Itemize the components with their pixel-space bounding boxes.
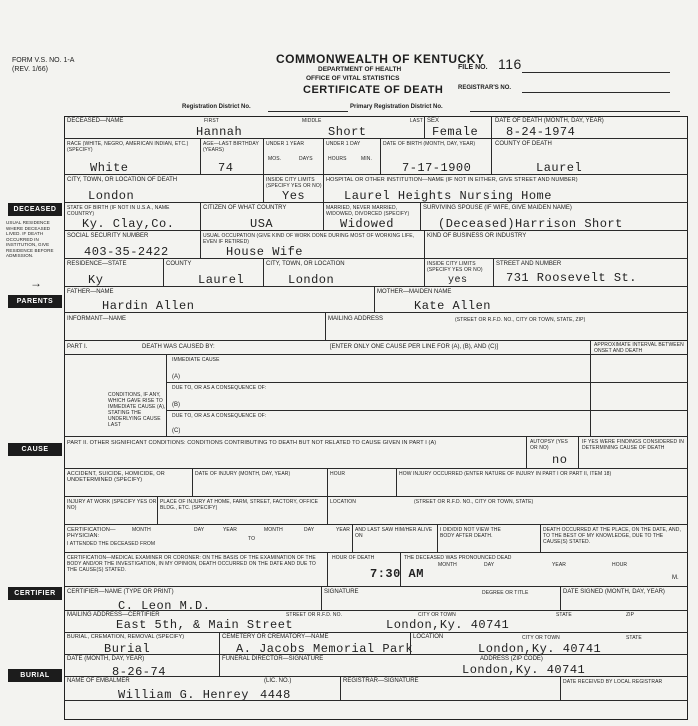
injury-at-work-label: INJURY AT WORK (SPECIFY YES OR NO) <box>67 499 157 511</box>
residence-city: London <box>288 273 335 287</box>
tab-certifier: CERTIFIER <box>8 587 62 600</box>
certifier-city-label: CITY OR TOWN <box>418 612 456 618</box>
street-label: STREET AND NUMBER <box>496 261 562 267</box>
one-cause-label: [ENTER ONLY ONE CAUSE PER LINE FOR (A), (B), AND (C)] <box>330 344 499 350</box>
department-title: DEPARTMENT OF HEALTH <box>318 66 402 73</box>
col-line <box>323 174 324 202</box>
occurred-label: DEATH OCCURRED AT THE PLACE, ON THE DATE, AND, TO THE BEST OF MY KNOWLEDGE, DUE TO THE CAUSE(S) STATED. <box>543 527 681 545</box>
burial-method-label: BURIAL, CREMATION, REMOVAL (SPECIFY) <box>67 634 185 640</box>
part1-label: PART I. <box>67 344 88 350</box>
col-line <box>192 468 193 496</box>
father-label: FATHER—NAME <box>67 289 114 295</box>
certifier-mailing-label: MAILING ADDRESS—CERTIFIER <box>67 612 160 618</box>
row-line <box>64 436 688 437</box>
col-line <box>157 496 158 524</box>
pronounced-label: THE DECEASED WAS PRONOUNCED DEAD <box>404 555 512 561</box>
col-line <box>327 468 328 496</box>
registrar-no-line <box>522 92 670 93</box>
row-line <box>64 138 688 139</box>
immediate-cause-label: IMMEDIATE CAUSE <box>172 357 220 363</box>
first-label: FIRST <box>204 118 219 124</box>
col-line <box>560 676 561 700</box>
col-line <box>200 138 201 174</box>
cemetery-name: A. Jacobs Memorial Park <box>236 642 414 656</box>
autopsy-value: no <box>552 453 568 467</box>
signature-label: SIGNATURE <box>324 589 359 595</box>
primary-district-label: Primary Registration District No. <box>350 104 443 110</box>
ssn-label: SOCIAL SECURITY NUMBER <box>67 233 149 239</box>
citizen-label: CITIZEN OF WHAT COUNTRY <box>203 205 287 211</box>
tab-deceased: DECEASED <box>8 203 62 216</box>
arrow-icon: → <box>30 276 42 290</box>
cemetery-label: CEMETERY OR CREMATORY—NAME <box>222 634 329 640</box>
county-of-death: Laurel <box>536 161 583 175</box>
year-label-3: YEAR <box>552 562 567 568</box>
hospital-label: HOSPITAL OR OTHER INSTITUTION—NAME (IF NOT IN EITHER, GIVE STREET AND NUMBER) <box>326 177 578 183</box>
col-line <box>493 258 494 286</box>
col-line <box>526 436 527 468</box>
col-line <box>263 138 264 174</box>
tab-cause: CAUSE <box>8 443 62 456</box>
due-to-label-1: DUE TO, OR AS A CONSEQUENCE OF: <box>172 385 267 391</box>
row-line <box>64 524 688 525</box>
deceased-first-name: Hannah <box>196 125 243 139</box>
row-line <box>64 552 688 553</box>
sex-label: SEX <box>427 118 440 124</box>
row-line <box>64 700 688 701</box>
marital-status: Widowed <box>340 217 394 231</box>
marital-label: MARRIED, NEVER MARRIED, WIDOWED, DIVORCED (SPECIFY) <box>326 205 410 217</box>
day-label-2: DAY <box>304 527 315 533</box>
col-line <box>424 230 425 258</box>
certificate-title: CERTIFICATE OF DEATH <box>303 84 444 96</box>
col-line <box>327 496 328 524</box>
funeral-address-label: ADDRESS (ZIP CODE) <box>480 656 543 662</box>
under-1-day-label: UNDER 1 DAY <box>326 141 361 147</box>
year-label-1: YEAR <box>223 527 238 533</box>
license-label: (LIC. NO.) <box>264 678 292 684</box>
day-label-3: DAY <box>484 562 495 568</box>
row-line <box>64 286 688 287</box>
county-of-death-label: COUNTY OF DEATH <box>495 141 552 147</box>
col-line <box>560 586 561 610</box>
col-line <box>323 138 324 174</box>
form-number: FORM V.S. NO. 1-A <box>12 57 75 64</box>
month-label-2: MONTH <box>264 527 283 533</box>
certifier-street-label: STREET OR R.F.D. NO. <box>286 612 343 618</box>
burial-location-label: LOCATION <box>413 634 444 640</box>
residence-state: Ky <box>88 273 104 287</box>
registrar-signature-label: REGISTRAR—SIGNATURE <box>343 678 419 684</box>
deceased-last-name: Short <box>328 125 367 139</box>
part2-label: PART II. OTHER SIGNIFICANT CONDITIONS: CONDITIONS CONTRIBUTING TO DEATH BUT NOT RELATED TO CAUSE GIVEN IN PART I (A) <box>67 440 437 446</box>
deceased-sex: Female <box>432 125 479 139</box>
last-saw-label: AND LAST SAW HIM/HER ALIVE ON <box>355 527 433 539</box>
min-label: MIN. <box>361 156 372 162</box>
date-of-death: 8-24-1974 <box>506 125 576 139</box>
office-title: OFFICE OF VITAL STATISTICS <box>306 75 400 82</box>
injury-hour-label: HOUR <box>330 471 346 477</box>
residence-side-note: USUAL RESIDENCE WHERE DECEASED LIVED. IF DEATH OCCURRED IN INSTITUTION, GIVE RESIDENCE BEFORE ADMISSION. <box>6 220 54 258</box>
certifier-name-label: CERTIFIER—NAME (TYPE OR PRINT) <box>67 589 174 595</box>
col-line <box>219 632 220 654</box>
file-no-line <box>522 72 670 73</box>
col-line <box>325 312 326 340</box>
col-line <box>437 524 438 552</box>
middle-label: MIDDLE <box>302 118 322 124</box>
col-line <box>400 552 401 586</box>
row-line <box>64 676 688 677</box>
city-of-death-label: CITY, TOWN, OR LOCATION OF DEATH <box>67 177 178 183</box>
how-injury-label: HOW INJURY OCCURRED (ENTER NATURE OF INJURY IN PART I OR PART II, ITEM 18) <box>399 471 612 477</box>
certifier-mailing-address: East 5th, & Main Street <box>116 618 294 632</box>
under-1-year-label: UNDER 1 YEAR <box>266 141 305 147</box>
tab-burial: BURIAL <box>8 669 62 682</box>
file-no-label: FILE NO. <box>458 64 488 71</box>
certifier-zip-label: ZIP <box>626 612 635 618</box>
birthplace: Ky. Clay,Co. <box>82 217 175 231</box>
burial-city-label: CITY OR TOWN <box>522 635 560 641</box>
row-line <box>64 354 688 355</box>
medical-examiner-label: CERTIFICATION—MEDICAL EXAMINER OR CORONER: ON THE BASIS OF THE EXAMINATION OF THE BODY AND/OR THE INVESTIGATION, IN MY OPINION, DEATH OCCURRED ON THE DATE AND DUE TO THE CAUSE(S) STATED. <box>67 555 316 573</box>
mother-name: Kate Allen <box>414 299 492 313</box>
due-to-label-2: DUE TO, OR AS A CONSEQUENCE OF: <box>172 413 267 419</box>
col-line <box>540 524 541 552</box>
col-line <box>327 552 328 586</box>
row-line <box>64 340 688 341</box>
business-label: KIND OF BUSINESS OR INDUSTRY <box>427 233 527 239</box>
injury-location-hint: (STREET OR R.F.D. NO., CITY OR TOWN, STATE) <box>414 499 534 505</box>
place-of-injury-label: PLACE OF INJURY AT HOME, FARM, STREET, FACTORY, OFFICE BLDG., ETC. (SPECIFY) <box>160 499 319 511</box>
row-line <box>64 632 688 633</box>
informant-mailing-label: MAILING ADDRESS <box>328 316 384 322</box>
embalmer-name: William G. Henrey <box>118 688 249 702</box>
col-line <box>323 202 324 230</box>
col-line <box>396 468 397 496</box>
col-line <box>578 436 579 468</box>
col-line <box>340 676 341 700</box>
inside-city-label: INSIDE CITY LIMITS (SPECIFY YES OR NO) <box>266 177 322 189</box>
age-label: AGE—LAST BIRTHDAY (YEARS) <box>203 141 259 153</box>
cause-a-label: (A) <box>172 374 180 380</box>
date-signed-label: DATE SIGNED (MONTH, DAY, YEAR) <box>563 589 665 595</box>
birthplace-label: STATE OF BIRTH (IF NOT IN U.S.A., NAME COUNTRY) <box>67 205 170 217</box>
citizenship: USA <box>250 217 274 231</box>
col-line <box>380 138 381 174</box>
burial-date-label: DATE (MONTH, DAY, YEAR) <box>67 656 145 662</box>
father-name: Hardin Allen <box>102 299 195 313</box>
city-of-death: London <box>88 189 135 203</box>
date-of-death-label: DATE OF DEATH (MONTH, DAY, YEAR) <box>495 118 604 124</box>
accident-label: ACCIDENT, SUICIDE, HOMICIDE, OR UNDETERMINED (SPECIFY) <box>67 471 165 483</box>
state-title: COMMONWEALTH OF KENTUCKY <box>276 52 485 66</box>
deceased-name-label: DECEASED—NAME <box>67 118 124 124</box>
certifier-mailing-city: London,Ky. 40741 <box>386 618 510 632</box>
col-line <box>491 138 492 174</box>
residence-street: 731 Roosevelt St. <box>506 271 637 285</box>
deceased-race: White <box>90 161 129 175</box>
days-label: DAYS <box>299 156 313 162</box>
primary-district-line <box>470 111 680 112</box>
surviving-spouse: (Deceased)Harrison Short <box>438 217 623 231</box>
burial-date: 8-26-74 <box>112 665 166 679</box>
race-label: RACE (WHITE, NEGRO, AMERICAN INDIAN, ETC.) (SPECIFY) <box>67 141 189 153</box>
col-line <box>321 586 322 610</box>
col-line <box>374 286 375 312</box>
row-line <box>64 654 688 655</box>
mailing-hint: (STREET OR R.F.D. NO., CITY OR TOWN, STATE, ZIP) <box>455 317 586 323</box>
m-label: M. <box>672 575 679 581</box>
attended-label: I ATTENDED THE DECEASED FROM <box>67 541 156 547</box>
mother-label: MOTHER—MAIDEN NAME <box>377 289 452 295</box>
col-line <box>263 258 264 286</box>
col-line <box>200 202 201 230</box>
time-of-death: 7:30 AM <box>370 567 424 581</box>
row-line <box>166 382 688 383</box>
cause-c-label: (C) <box>172 428 181 434</box>
hours-label: HOURS <box>328 156 347 162</box>
certifier-name: C. Leon M.D. <box>118 599 211 613</box>
residence-county: Laurel <box>198 273 245 287</box>
burial-location: London,Ky. 40741 <box>478 642 602 656</box>
file-no-value: 116 <box>498 56 522 72</box>
hour-label-3: HOUR <box>612 562 628 568</box>
usual-occupation: House Wife <box>226 245 304 259</box>
col-line <box>424 258 425 286</box>
burial-state-label: STATE <box>626 635 642 641</box>
caused-by-label: DEATH WAS CAUSED BY: <box>142 344 215 350</box>
physician-cert-label: CERTIFICATION— PHYSICIAN: <box>67 527 116 539</box>
year-label-2: YEAR <box>336 527 351 533</box>
residence-county-label: COUNTY <box>166 261 192 267</box>
registration-district-label: Registration District No. <box>182 104 251 110</box>
day-label-1: DAY <box>194 527 205 533</box>
col-line <box>163 258 164 286</box>
col-line <box>166 354 167 436</box>
occupation-label: USUAL OCCUPATION (GIVE KIND OF WORK DONE DURING MOST OF WORKING LIFE, EVEN IF RETIRED) <box>203 233 415 245</box>
residence-inside-label: INSIDE CITY LIMITS (SPECIFY YES OR NO) <box>427 261 483 273</box>
burial-method: Burial <box>104 642 151 656</box>
inside-city-limits: Yes <box>282 189 306 203</box>
col-line <box>263 174 264 202</box>
social-security-number: 403-35-2422 <box>84 245 169 259</box>
spouse-label: SURVIVING SPOUSE (IF WIFE, GIVE MAIDEN NAME) <box>423 205 572 211</box>
hour-of-death-label: HOUR OF DEATH <box>332 555 375 561</box>
funeral-director-label: FUNERAL DIRECTOR—SIGNATURE <box>222 656 324 662</box>
hospital-name: Laurel Heights Nursing Home <box>344 189 552 203</box>
registrar-no-label: REGISTRAR'S NO. <box>458 85 512 91</box>
registration-district-line <box>268 111 348 112</box>
viewed-body-label: I DID/DID NOT VIEW THE BODY AFTER DEATH. <box>440 527 501 539</box>
col-line <box>410 632 411 654</box>
col-line <box>420 202 421 230</box>
informant-label: INFORMANT—NAME <box>67 316 126 322</box>
last-label: LAST <box>410 118 423 124</box>
conditions-label: CONDITIONS, IF ANY, WHICH GAVE RISE TO IMMEDIATE CAUSE (A), STATING THE UNDERLYING CAUSE LAST <box>108 392 166 428</box>
form-revision: (REV. 1/66) <box>12 66 48 73</box>
embalmer-license: 4448 <box>260 688 291 702</box>
date-of-birth: 7-17-1900 <box>402 161 472 175</box>
injury-date-label: DATE OF INJURY (MONTH, DAY, YEAR) <box>195 471 291 477</box>
dob-label: DATE OF BIRTH (MONTH, DAY, YEAR) <box>383 141 476 147</box>
interval-label: APPROXIMATE INTERVAL BETWEEN ONSET AND DEATH <box>594 342 684 354</box>
row-line <box>64 174 688 175</box>
tab-parents: PARENTS <box>8 295 62 308</box>
residence-inside-city: yes <box>448 275 468 286</box>
degree-label: DEGREE OR TITLE <box>482 590 529 596</box>
row-line <box>64 610 688 611</box>
funeral-address: London,Ky. 40741 <box>462 663 586 677</box>
deceased-age: 74 <box>218 161 234 175</box>
cause-b-label: (B) <box>172 402 180 408</box>
certifier-state-label: STATE <box>556 612 572 618</box>
mos-label: MOS. <box>268 156 282 162</box>
row-line <box>166 410 688 411</box>
to-label: TO <box>248 536 256 542</box>
col-line <box>352 524 353 552</box>
date-received-label: DATE RECEIVED BY LOCAL REGISTRAR <box>563 679 663 685</box>
month-label-3: MONTH <box>438 562 457 568</box>
row-line <box>64 468 688 469</box>
autopsy-label: AUTOPSY (YES OR NO) <box>530 439 568 451</box>
injury-location-label: LOCATION <box>330 499 356 505</box>
embalmer-label: NAME OF EMBALMER <box>67 678 130 684</box>
col-line <box>491 116 492 138</box>
col-line <box>219 654 220 676</box>
findings-label: IF YES WERE FINDINGS CONSIDERED IN DETERMINING CAUSE OF DEATH <box>582 439 684 451</box>
col-line <box>424 116 425 138</box>
residence-city-label: CITY, TOWN, OR LOCATION <box>266 261 345 267</box>
month-label-1: MONTH <box>132 527 151 533</box>
col-line <box>200 230 201 258</box>
residence-state-label: RESIDENCE—STATE <box>67 261 127 267</box>
row-line <box>64 586 688 587</box>
